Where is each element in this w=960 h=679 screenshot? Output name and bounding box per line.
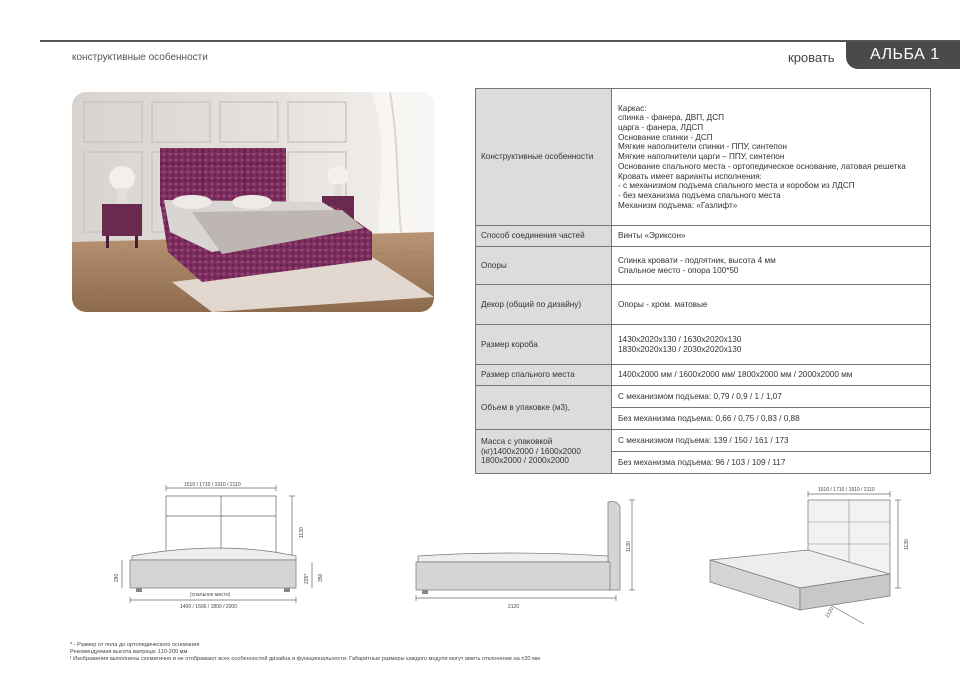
iso-height: 1130 xyxy=(904,539,910,550)
side-height: 1130 xyxy=(626,541,632,552)
volume-label: Объем в упаковке (м3), xyxy=(476,386,612,430)
decor-label: Декор (общий по дизайну) xyxy=(476,285,612,325)
section-label: конструктивные особенности xyxy=(72,52,208,63)
table-row xyxy=(476,247,931,285)
volume-with-mech: С механизмом подъема: 0,79 / 0,9 / 1 / 1,07 xyxy=(612,386,931,408)
table-row xyxy=(476,430,931,452)
front-leg-height: 225* xyxy=(304,573,310,584)
spec-table xyxy=(475,88,931,474)
table-row xyxy=(476,386,931,408)
supports-label: Опоры xyxy=(476,247,612,285)
iso-top-widths: 1510 / 1710 / 1910 / 2110 xyxy=(818,487,875,493)
side-view-drawing xyxy=(410,490,640,615)
front-base-height: 280 xyxy=(114,573,120,582)
footnote-1: * - Размер от пола до ортопедического основания xyxy=(70,642,200,648)
side-length: 2120 xyxy=(508,604,520,610)
decor-value: Опоры - хром. матовые xyxy=(612,285,931,325)
footnote-3: ! Изображения выполнены схематично и не отображают всех особенностей дизайна и функциональности. Габаритные размеры каждого модуля могут иметь отклонение на ±20 мм xyxy=(70,656,540,662)
sleep-size-label: Размер спального места xyxy=(476,365,612,386)
front-view-drawing xyxy=(100,478,340,613)
front-bottom-widths: 1400 / 1600 / 1800 / 2000 xyxy=(180,604,237,610)
front-sleep-label: (спальное место) xyxy=(190,592,231,598)
connection-label: Способ соединения частей xyxy=(476,226,612,247)
mass-with-mech: С механизмом подъема: 139 / 150 / 161 / 173 xyxy=(612,430,931,452)
front-height: 1130 xyxy=(299,527,305,538)
iso-view-drawing xyxy=(690,478,920,638)
bedroom-photo-illustration xyxy=(72,92,434,312)
construction-value: Каркас: спинка - фанера, ДВП, ДСП царга - фанера, ЛДСП Основание спинки - ДСП Мягкие наполнители спинки - ППУ, синтепон Мягкие наполнители царги – ППУ, синтепон Основание спального места - ортопедическое основание, латовая решетка Кровать имеет варианты исполнения: - с механизмом подъема спального места и коробом из ЛДСП - без механизма подъема спального места Механизм подъема: «Газлифт» xyxy=(612,89,931,226)
front-side-height: 350 xyxy=(318,573,324,582)
model-name: АЛЬБА 1 xyxy=(870,46,940,63)
model-name-tab xyxy=(846,42,960,69)
top-rule xyxy=(40,40,960,42)
table-row xyxy=(476,325,931,365)
iso-length: 2120 xyxy=(824,606,836,619)
box-size-value: 1430х2020х130 / 1630х2020х130 1830х2020х130 / 2030х2020х130 xyxy=(612,325,931,365)
mass-label: Масса с упаковкой (кг)1400х2000 / 1600х2000 1800х2000 / 2000х2000 xyxy=(476,430,612,474)
table-row xyxy=(476,365,931,386)
sleep-size-value: 1400х2000 мм / 1600х2000 мм/ 1800х2000 мм / 2000х2000 мм xyxy=(612,365,931,386)
product-type: кровать xyxy=(788,50,835,65)
front-top-widths: 1510 / 1710 / 1910 / 2110 xyxy=(184,482,241,488)
mass-without-mech: Без механизма подъема: 96 / 103 / 109 / 117 xyxy=(612,452,931,474)
footnote-2: Рекомендуемая высота матраца: 110-200 мм xyxy=(70,649,188,655)
connection-value: Винты «Эриксон» xyxy=(612,226,931,247)
construction-label: Конструктивные особенности xyxy=(476,89,612,226)
volume-without-mech: Без механизма подъема: 0,66 / 0,75 / 0,83 / 0,88 xyxy=(612,408,931,430)
box-size-label: Размер короба xyxy=(476,325,612,365)
table-row xyxy=(476,89,931,226)
table-row xyxy=(476,285,931,325)
supports-value: Спинка кровати - подпятник, высота 4 мм Спальное место - опора 100*50 xyxy=(612,247,931,285)
table-row xyxy=(476,226,931,247)
product-photo xyxy=(72,92,434,312)
